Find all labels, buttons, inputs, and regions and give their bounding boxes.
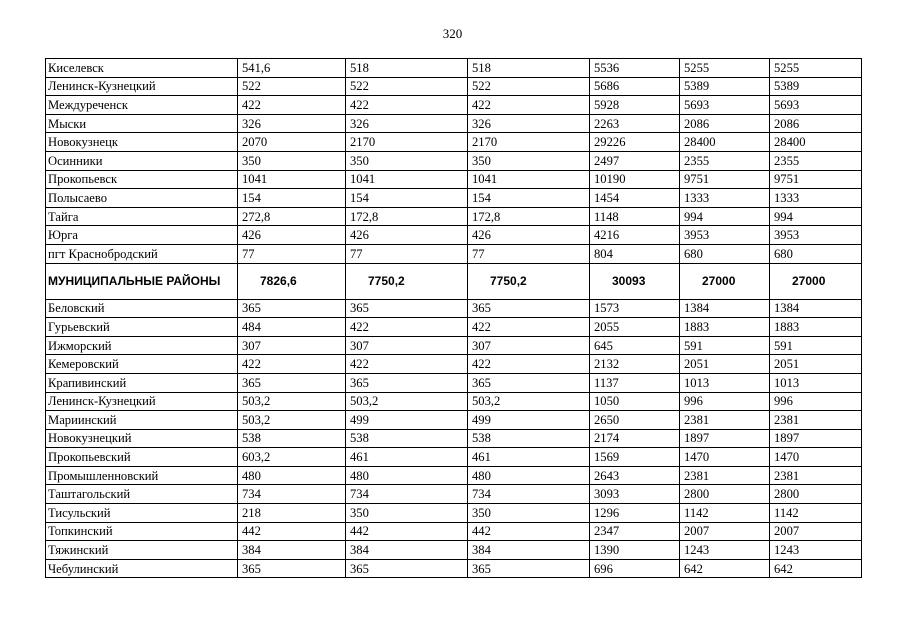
value-cell: 480 — [238, 466, 346, 485]
value-cell: 522 — [468, 77, 590, 96]
value-cell: 1883 — [770, 318, 862, 337]
value-cell: 365 — [238, 299, 346, 318]
value-cell: 350 — [346, 504, 468, 523]
row-name-cell: Прокопьевский — [46, 448, 238, 467]
value-cell: 28400 — [680, 133, 770, 152]
value-cell: 5686 — [590, 77, 680, 96]
table-row — [46, 541, 862, 560]
value-cell: 5693 — [680, 96, 770, 115]
value-cell: 1243 — [770, 541, 862, 560]
value-cell: 365 — [346, 299, 468, 318]
value-cell: 1384 — [680, 299, 770, 318]
value-cell: 365 — [468, 559, 590, 578]
table-row — [46, 299, 862, 318]
value-cell: 522 — [346, 77, 468, 96]
row-name-cell: Прокопьевск — [46, 170, 238, 189]
table-row — [46, 244, 862, 263]
value-cell: 28400 — [770, 133, 862, 152]
value-cell: 2007 — [680, 522, 770, 541]
row-name-cell: Новокузнецкий — [46, 429, 238, 448]
value-cell: 2381 — [680, 411, 770, 430]
value-cell: 5389 — [770, 77, 862, 96]
table-row — [46, 373, 862, 392]
value-cell: 154 — [238, 189, 346, 208]
value-cell: 1041 — [238, 170, 346, 189]
value-cell: 2355 — [770, 151, 862, 170]
value-cell: 591 — [680, 336, 770, 355]
row-name-cell: Ленинск-Кузнецкий — [46, 77, 238, 96]
value-cell: 994 — [680, 207, 770, 226]
value-cell: 2497 — [590, 151, 680, 170]
value-cell: 518 — [346, 59, 468, 78]
value-cell: 218 — [238, 504, 346, 523]
value-cell: 350 — [468, 151, 590, 170]
value-cell: 1897 — [680, 429, 770, 448]
value-cell: 5693 — [770, 96, 862, 115]
value-cell: 7826,6 — [238, 263, 346, 299]
value-cell: 7750,2 — [468, 263, 590, 299]
value-cell: 272,8 — [238, 207, 346, 226]
value-cell: 384 — [238, 541, 346, 560]
value-cell: 1148 — [590, 207, 680, 226]
value-cell: 541,6 — [238, 59, 346, 78]
table-body — [46, 59, 862, 578]
row-name-cell: Кемеровский — [46, 355, 238, 374]
value-cell: 422 — [468, 96, 590, 115]
row-name-cell: Новокузнецк — [46, 133, 238, 152]
value-cell: 307 — [346, 336, 468, 355]
value-cell: 1333 — [680, 189, 770, 208]
value-cell: 480 — [468, 466, 590, 485]
value-cell: 1041 — [468, 170, 590, 189]
value-cell: 1142 — [680, 504, 770, 523]
value-cell: 422 — [346, 96, 468, 115]
value-cell: 2650 — [590, 411, 680, 430]
value-cell: 3953 — [680, 226, 770, 245]
value-cell: 538 — [346, 429, 468, 448]
value-cell: 2055 — [590, 318, 680, 337]
value-cell: 461 — [346, 448, 468, 467]
value-cell: 538 — [238, 429, 346, 448]
value-cell: 1470 — [770, 448, 862, 467]
value-cell: 1384 — [770, 299, 862, 318]
data-table — [45, 58, 862, 578]
value-cell: 1333 — [770, 189, 862, 208]
value-cell: 1041 — [346, 170, 468, 189]
table-row — [46, 392, 862, 411]
value-cell: 1142 — [770, 504, 862, 523]
value-cell: 2347 — [590, 522, 680, 541]
value-cell: 645 — [590, 336, 680, 355]
value-cell: 2051 — [770, 355, 862, 374]
value-cell: 503,2 — [468, 392, 590, 411]
value-cell: 10190 — [590, 170, 680, 189]
value-cell: 426 — [468, 226, 590, 245]
value-cell: 422 — [346, 355, 468, 374]
value-cell: 603,2 — [238, 448, 346, 467]
value-cell: 499 — [468, 411, 590, 430]
value-cell: 426 — [346, 226, 468, 245]
value-cell: 3093 — [590, 485, 680, 504]
table-row — [46, 522, 862, 541]
value-cell: 484 — [238, 318, 346, 337]
table-row — [46, 429, 862, 448]
value-cell: 30093 — [590, 263, 680, 299]
row-name-cell: Осинники — [46, 151, 238, 170]
table-row — [46, 355, 862, 374]
table-row — [46, 504, 862, 523]
value-cell: 365 — [346, 373, 468, 392]
value-cell: 422 — [346, 318, 468, 337]
value-cell: 27000 — [770, 263, 862, 299]
value-cell: 307 — [468, 336, 590, 355]
value-cell: 2051 — [680, 355, 770, 374]
table-row — [46, 318, 862, 337]
value-cell: 384 — [346, 541, 468, 560]
value-cell: 2086 — [770, 114, 862, 133]
table-row — [46, 336, 862, 355]
value-cell: 1883 — [680, 318, 770, 337]
value-cell: 5928 — [590, 96, 680, 115]
row-name-cell: Чебулинский — [46, 559, 238, 578]
value-cell: 994 — [770, 207, 862, 226]
table-row — [46, 485, 862, 504]
row-name-cell: пгт Краснобродский — [46, 244, 238, 263]
table-row — [46, 448, 862, 467]
value-cell: 350 — [346, 151, 468, 170]
value-cell: 1470 — [680, 448, 770, 467]
table-row — [46, 133, 862, 152]
table-row — [46, 151, 862, 170]
value-cell: 5255 — [770, 59, 862, 78]
value-cell: 2174 — [590, 429, 680, 448]
table-row-total — [46, 263, 862, 299]
value-cell: 2643 — [590, 466, 680, 485]
table-row — [46, 189, 862, 208]
value-cell: 2263 — [590, 114, 680, 133]
value-cell: 426 — [238, 226, 346, 245]
page-number: 320 — [442, 26, 463, 41]
value-cell: 2800 — [770, 485, 862, 504]
value-cell: 1013 — [680, 373, 770, 392]
row-name-cell: Топкинский — [46, 522, 238, 541]
value-cell: 77 — [346, 244, 468, 263]
value-cell: 4216 — [590, 226, 680, 245]
table-row — [46, 466, 862, 485]
row-name-cell: Юрга — [46, 226, 238, 245]
value-cell: 2800 — [680, 485, 770, 504]
value-cell: 27000 — [680, 263, 770, 299]
value-cell: 1569 — [590, 448, 680, 467]
value-cell: 1454 — [590, 189, 680, 208]
value-cell: 461 — [468, 448, 590, 467]
value-cell: 2132 — [590, 355, 680, 374]
value-cell: 384 — [468, 541, 590, 560]
value-cell: 996 — [770, 392, 862, 411]
value-cell: 2381 — [680, 466, 770, 485]
value-cell: 154 — [468, 189, 590, 208]
value-cell: 2007 — [770, 522, 862, 541]
value-cell: 326 — [468, 114, 590, 133]
value-cell: 9751 — [680, 170, 770, 189]
value-cell: 422 — [238, 355, 346, 374]
value-cell: 2381 — [770, 466, 862, 485]
value-cell: 2355 — [680, 151, 770, 170]
table-row — [46, 96, 862, 115]
value-cell: 5389 — [680, 77, 770, 96]
table-row — [46, 170, 862, 189]
value-cell: 2070 — [238, 133, 346, 152]
value-cell: 1013 — [770, 373, 862, 392]
value-cell: 326 — [346, 114, 468, 133]
row-name-cell: Беловский — [46, 299, 238, 318]
value-cell: 1573 — [590, 299, 680, 318]
value-cell: 734 — [238, 485, 346, 504]
value-cell: 680 — [680, 244, 770, 263]
row-name-cell: Мариинский — [46, 411, 238, 430]
value-cell: 734 — [346, 485, 468, 504]
value-cell: 499 — [346, 411, 468, 430]
value-cell: 422 — [238, 96, 346, 115]
row-name-cell: Таштагольский — [46, 485, 238, 504]
row-name-cell: Тяжинский — [46, 541, 238, 560]
row-name-cell: Киселевск — [46, 59, 238, 78]
value-cell: 2170 — [346, 133, 468, 152]
value-cell: 1897 — [770, 429, 862, 448]
value-cell: 1390 — [590, 541, 680, 560]
value-cell: 734 — [468, 485, 590, 504]
value-cell: 1296 — [590, 504, 680, 523]
value-cell: 503,2 — [238, 392, 346, 411]
row-name-cell: Мыски — [46, 114, 238, 133]
value-cell: 503,2 — [346, 392, 468, 411]
value-cell: 9751 — [770, 170, 862, 189]
value-cell: 442 — [468, 522, 590, 541]
value-cell: 642 — [770, 559, 862, 578]
row-name-cell: Промышленновский — [46, 466, 238, 485]
table-row — [46, 207, 862, 226]
value-cell: 1243 — [680, 541, 770, 560]
value-cell: 503,2 — [238, 411, 346, 430]
value-cell: 2381 — [770, 411, 862, 430]
value-cell: 591 — [770, 336, 862, 355]
value-cell: 7750,2 — [346, 263, 468, 299]
value-cell: 804 — [590, 244, 680, 263]
value-cell: 5536 — [590, 59, 680, 78]
row-name-cell: Междуреченск — [46, 96, 238, 115]
value-cell: 77 — [468, 244, 590, 263]
value-cell: 5255 — [680, 59, 770, 78]
row-name-cell: Ижморский — [46, 336, 238, 355]
table-row — [46, 559, 862, 578]
value-cell: 77 — [238, 244, 346, 263]
value-cell: 350 — [238, 151, 346, 170]
table-row — [46, 77, 862, 96]
value-cell: 154 — [346, 189, 468, 208]
value-cell: 518 — [468, 59, 590, 78]
value-cell: 3953 — [770, 226, 862, 245]
value-cell: 642 — [680, 559, 770, 578]
value-cell: 442 — [238, 522, 346, 541]
value-cell: 522 — [238, 77, 346, 96]
value-cell: 2086 — [680, 114, 770, 133]
value-cell: 1050 — [590, 392, 680, 411]
value-cell: 480 — [346, 466, 468, 485]
row-name-cell: Ленинск-Кузнецкий — [46, 392, 238, 411]
row-name-cell: МУНИЦИПАЛЬНЫЕ РАЙОНЫ — [46, 263, 238, 299]
value-cell: 365 — [468, 299, 590, 318]
row-name-cell: Тайга — [46, 207, 238, 226]
value-cell: 996 — [680, 392, 770, 411]
value-cell: 365 — [238, 373, 346, 392]
value-cell: 422 — [468, 318, 590, 337]
table-row — [46, 226, 862, 245]
value-cell: 680 — [770, 244, 862, 263]
value-cell: 1137 — [590, 373, 680, 392]
row-name-cell: Гурьевский — [46, 318, 238, 337]
value-cell: 29226 — [590, 133, 680, 152]
value-cell: 172,8 — [468, 207, 590, 226]
value-cell: 2170 — [468, 133, 590, 152]
table-row — [46, 411, 862, 430]
value-cell: 422 — [468, 355, 590, 374]
row-name-cell: Тисульский — [46, 504, 238, 523]
value-cell: 696 — [590, 559, 680, 578]
value-cell: 350 — [468, 504, 590, 523]
value-cell: 365 — [468, 373, 590, 392]
value-cell: 326 — [238, 114, 346, 133]
table-row — [46, 114, 862, 133]
value-cell: 365 — [238, 559, 346, 578]
row-name-cell: Полысаево — [46, 189, 238, 208]
value-cell: 538 — [468, 429, 590, 448]
table-row — [46, 59, 862, 78]
value-cell: 172,8 — [346, 207, 468, 226]
row-name-cell: Крапивинский — [46, 373, 238, 392]
value-cell: 442 — [346, 522, 468, 541]
value-cell: 365 — [346, 559, 468, 578]
value-cell: 307 — [238, 336, 346, 355]
